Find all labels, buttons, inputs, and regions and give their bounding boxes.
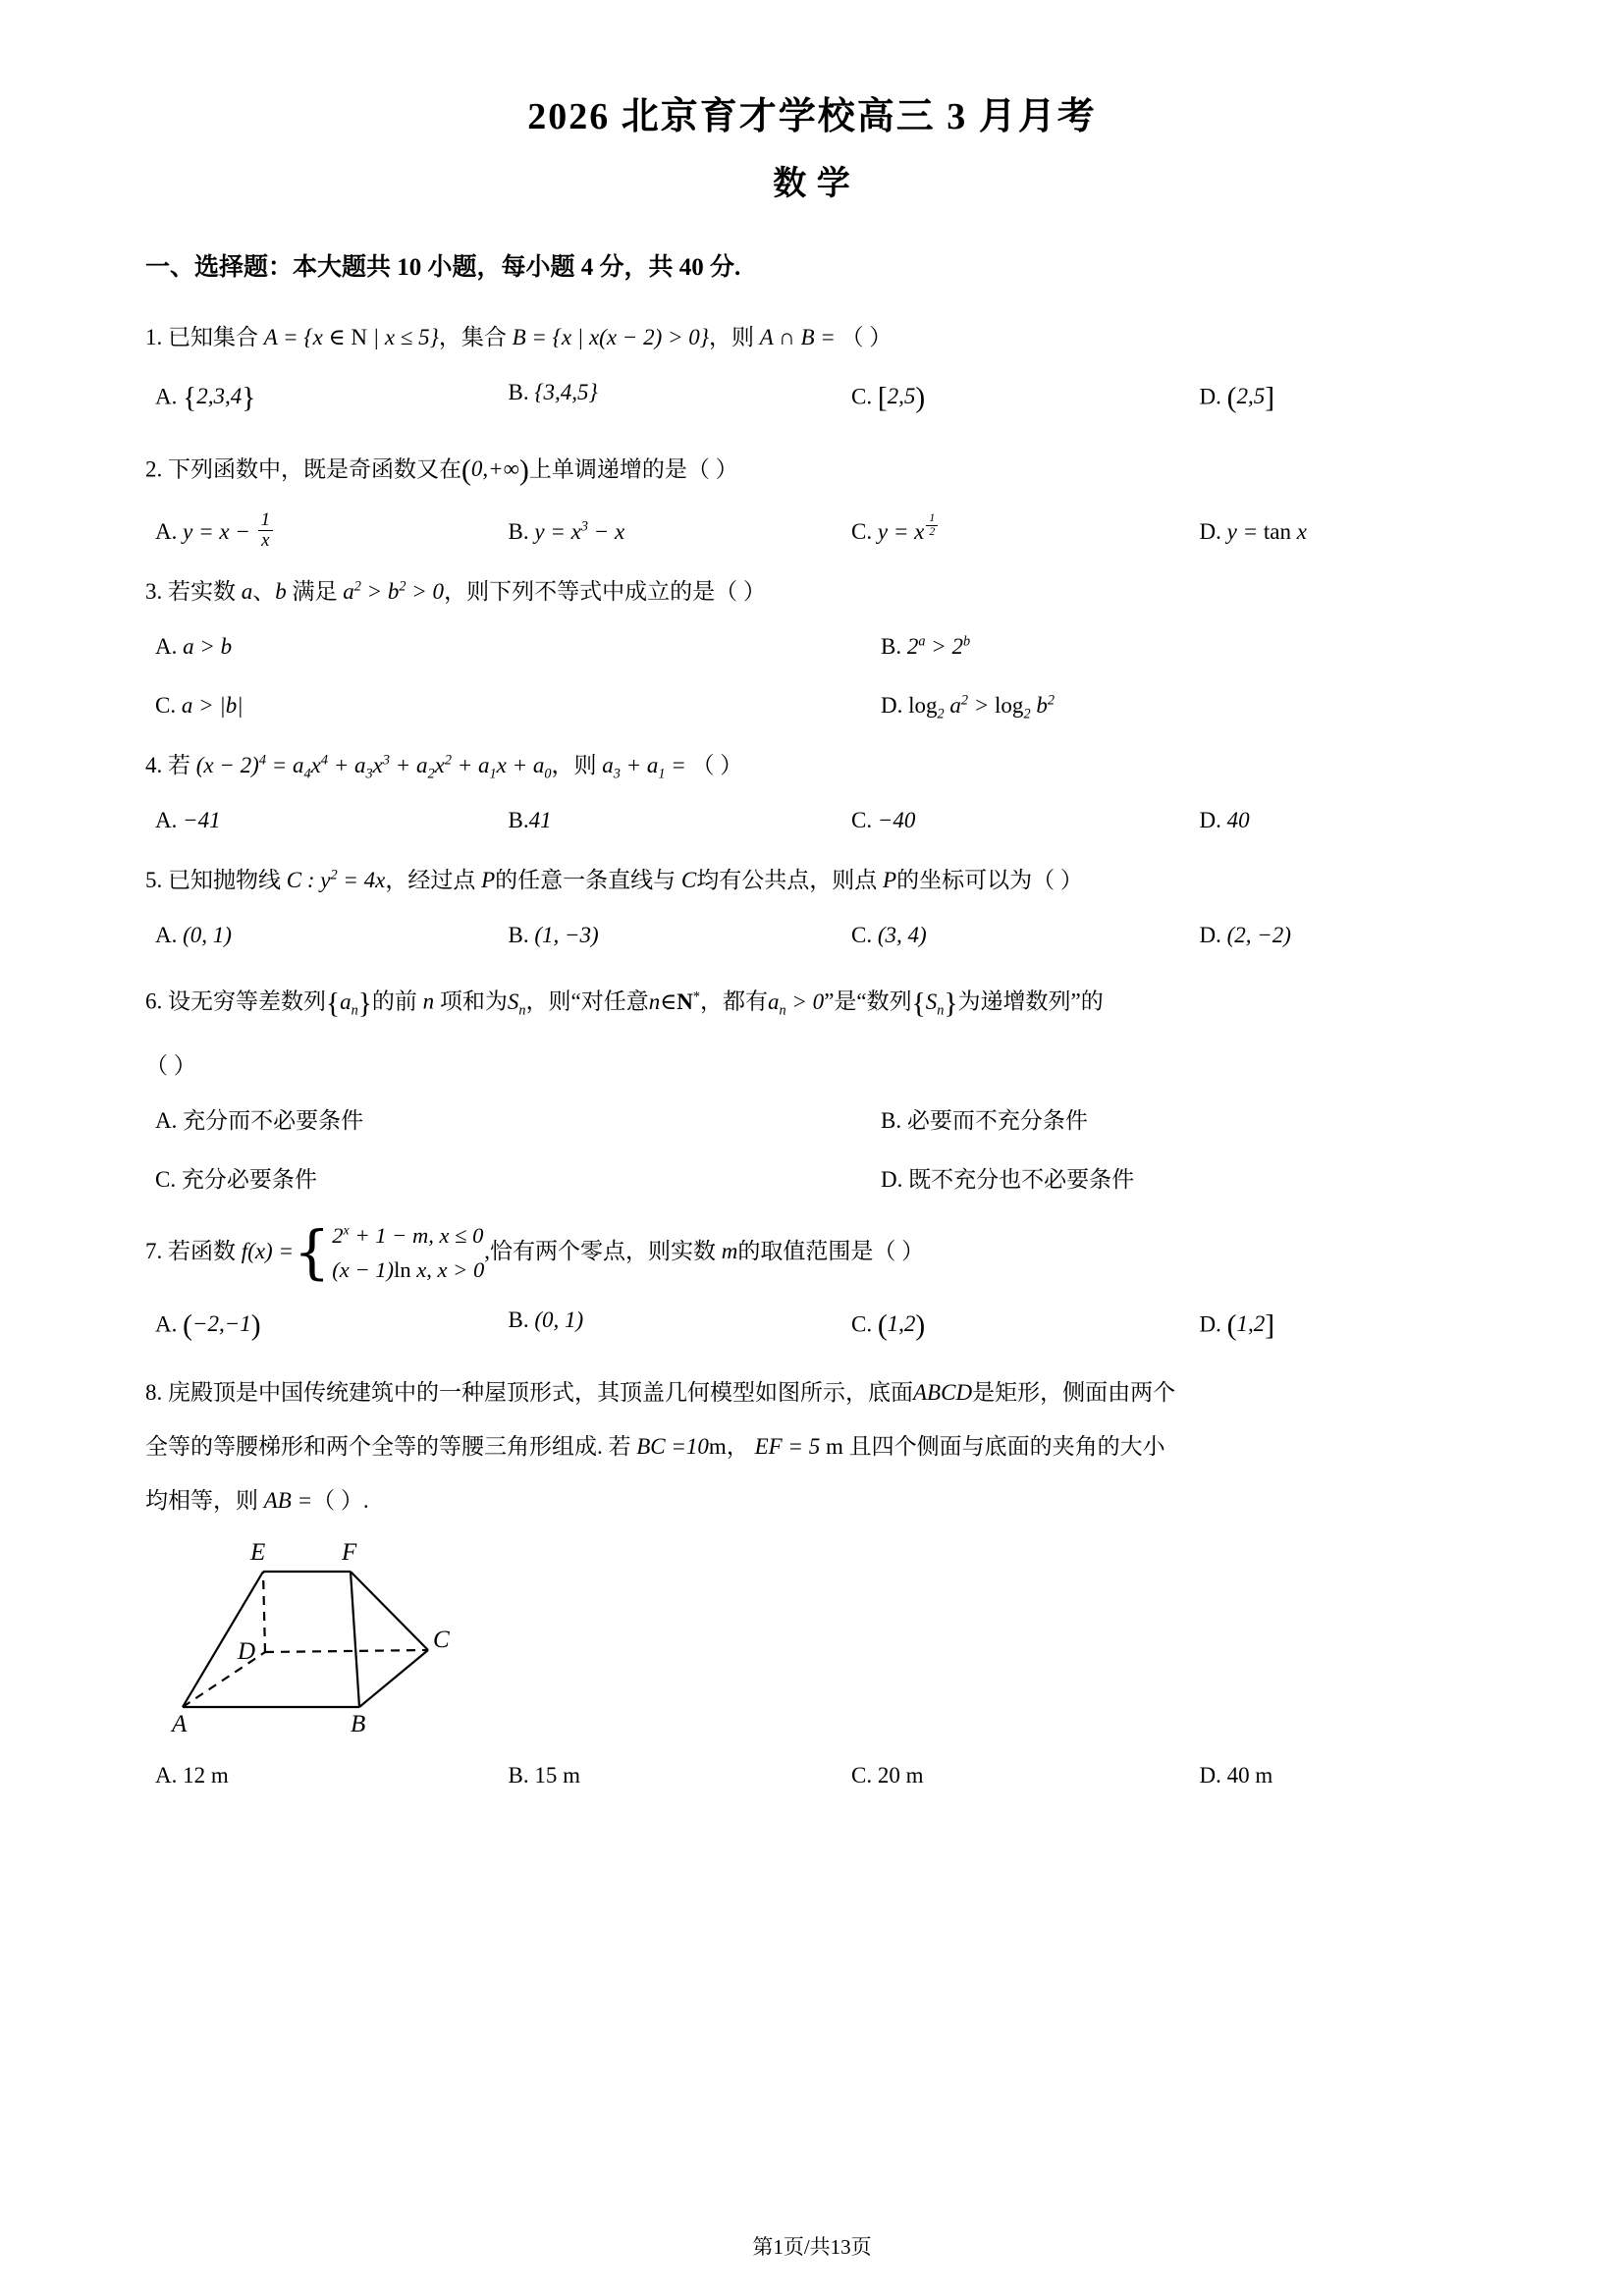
question-6-option-b[interactable] — [812, 1098, 1479, 1144]
question-6-line1-c: 项和为 — [439, 988, 508, 1014]
solid-edges — [183, 1572, 428, 1707]
question-2 — [145, 444, 1479, 555]
question-6-option-d[interactable] — [812, 1157, 1479, 1202]
question-2-stem — [145, 444, 1479, 500]
vertex-label-D: D — [238, 1638, 256, 1666]
question-3-option-c[interactable]: C. a > |b| — [155, 692, 244, 718]
option-label: C. — [851, 384, 873, 409]
question-6-options-row2 — [145, 1157, 1479, 1202]
option-label: A. — [155, 1311, 178, 1337]
question-4-option-d[interactable]: D. 40 — [1199, 808, 1250, 833]
question-6-options-row1 — [145, 1098, 1479, 1144]
question-1-expression: A ∩ B = — [759, 324, 836, 349]
question-8-number: 8. — [145, 1379, 163, 1405]
option-text: 40 m — [1226, 1763, 1273, 1789]
question-4-option-a[interactable]: A. −41 — [155, 808, 221, 833]
option-text: 必要而不充分条件 — [906, 1107, 1088, 1133]
option-label: D. — [881, 1166, 903, 1192]
option-label: B. — [508, 379, 529, 404]
question-1-options — [145, 370, 1479, 428]
question-2-number: 2. — [145, 455, 163, 481]
question-5-mid: ，经过点 — [385, 868, 476, 893]
question-8-length-bc: BC =10m — [636, 1433, 727, 1459]
question-7-lead: 若函数 — [168, 1238, 236, 1263]
question-7-options — [145, 1298, 1479, 1356]
question-4-expression: $a_3 + a_1$ = — [602, 752, 686, 782]
subject-title: 数 学 — [773, 165, 851, 202]
option-text: 20 m — [877, 1763, 924, 1789]
option-text: 充分必要条件 — [181, 1166, 317, 1192]
question-1-set-b: B = {x | x(x − 2) > 0} — [512, 324, 709, 349]
question-2-option-b[interactable]: B. $y = x^3 - x$ — [508, 518, 625, 544]
question-3-variables: a — [241, 578, 253, 604]
question-8-option-b[interactable] — [479, 1753, 813, 1798]
question-8-line3-b: （ ）. — [312, 1487, 369, 1513]
question-7 — [145, 1218, 1479, 1356]
question-6-line2: （ ） — [145, 1052, 196, 1078]
option-label: C. — [155, 1166, 177, 1192]
option-label: D. — [1199, 384, 1221, 409]
question-3-stem: 3. 若实数 a、b 满足 $a^2 > b^2 > 0$，则下列不等式中成立的是（ ） — [145, 578, 766, 604]
question-5-stem — [145, 859, 1479, 903]
question-1-lead: 已知集合 — [168, 324, 258, 349]
question-3-option-a[interactable]: A. a > b — [155, 633, 233, 659]
question-6-stem — [145, 974, 1479, 1035]
question-8-line2-a: 全等的等腰梯形和两个全等的等腰三角形组成. 若 — [145, 1433, 631, 1459]
question-3-option-b[interactable]: B. $2^a > 2^b$ — [881, 633, 971, 659]
question-1-option-c[interactable]: C. [2,5) — [851, 382, 926, 414]
question-1-mid-2: ，则 — [708, 324, 754, 349]
question-7-option-b[interactable]: B. (0, 1) — [508, 1308, 584, 1332]
question-4-option-b[interactable]: B.41 — [508, 808, 552, 833]
question-1 — [145, 316, 1479, 428]
option-label: A. — [155, 518, 178, 544]
option-label: C. — [851, 1311, 873, 1337]
question-6-line1-a: 设无穷等差数列 — [168, 988, 326, 1014]
option-label: B. — [508, 1308, 529, 1332]
question-7-var-m: m — [721, 1238, 738, 1263]
option-label: B. — [508, 923, 529, 948]
option-text: 12 m — [183, 1763, 229, 1789]
question-8-option-d[interactable] — [1146, 1753, 1480, 1798]
question-8-option-c[interactable] — [812, 1753, 1146, 1798]
question-6-sequence-a: $\{a_n\}$ — [326, 988, 372, 1020]
option-label: B. — [508, 518, 529, 544]
question-1-number: 1. — [145, 324, 163, 349]
question-4-option-c[interactable]: C. −40 — [851, 808, 916, 833]
vertex-label-C: C — [433, 1627, 450, 1654]
question-3-option-d[interactable]: D. $\log_2 a^2 > \log_2 b^2$ — [881, 692, 1055, 722]
question-1-set-a: A = {x ∈ N | x ≤ 5} — [263, 324, 439, 349]
question-7-number: 7. — [145, 1238, 163, 1263]
question-6-line1-f: ”是“数列 — [824, 988, 912, 1014]
option-label: A. — [155, 1763, 178, 1789]
question-6-number: 6. — [145, 988, 163, 1014]
option-text: 充分而不必要条件 — [183, 1107, 364, 1133]
question-2-tail: 上单调递增的是（ ） — [528, 455, 738, 481]
question-4-equation: $(x - 2)^4 = a_4x^4 + a_3x^3 + a_2x^2 + a_1x + a_0$ — [195, 752, 552, 782]
question-6-var-n: n — [422, 988, 435, 1014]
question-5-option-a[interactable]: A. (0, 1) — [155, 923, 232, 948]
page-title: 2026 北京育才学校高三 3 月月考 — [527, 96, 1097, 137]
question-3-options-row1 — [145, 624, 1479, 669]
question-8-line1 — [145, 1371, 1479, 1415]
question-5 — [145, 859, 1479, 958]
question-5-mid-3: 均有公共点，则点 — [696, 868, 878, 893]
question-4 — [145, 744, 1479, 843]
option-label: D. — [1199, 518, 1221, 544]
option-label: B. — [881, 1107, 902, 1133]
option-label: B. — [508, 808, 529, 833]
question-3-condition: $a^2 > b^2 > 0$ — [343, 578, 445, 604]
question-2-option-a[interactable]: A. y = x − $\frac{1}{x}$ — [145, 509, 479, 555]
question-5-mid-2: 的任意一条直线与 — [495, 868, 677, 893]
question-1-option-b[interactable]: B. {3,4,5} — [508, 379, 598, 404]
question-5-option-d[interactable]: D. (2, −2) — [1199, 923, 1291, 948]
question-2-options — [145, 509, 1479, 555]
question-5-number: 5. — [145, 868, 163, 893]
vertex-label-F: F — [342, 1539, 357, 1567]
question-7-option-d[interactable]: D. (1,2] — [1199, 1310, 1274, 1342]
option-label: B. — [508, 1763, 529, 1789]
option-label: D. — [881, 692, 903, 718]
page-footer: 第1页/共13页 — [752, 2235, 872, 2259]
option-label: B. — [881, 633, 902, 659]
section-heading-multiple-choice: 一、选择题：本大题共 10 小题，每小题 4 分，共 40 分. — [145, 254, 741, 282]
question-3 — [145, 570, 1479, 728]
question-6-condition-n: n∈N* — [648, 988, 701, 1014]
question-7-stem — [145, 1218, 1479, 1288]
option-label: C. — [155, 692, 177, 718]
option-label: A. — [155, 1107, 178, 1133]
option-text: 既不充分也不必要条件 — [908, 1166, 1135, 1192]
question-5-option-b[interactable]: B. (1, −3) — [508, 923, 599, 948]
option-label: A. — [155, 633, 178, 659]
hidden-edges — [183, 1572, 428, 1707]
vertex-label-B: B — [351, 1711, 366, 1738]
question-4-tail: （ ） — [691, 752, 743, 777]
hip-roof-solid-diagram — [155, 1532, 479, 1743]
option-label: C. — [851, 808, 873, 833]
question-2-option-d[interactable]: D. y = tan x — [1199, 518, 1307, 544]
question-6-line1-e: ，都有 — [700, 988, 769, 1014]
question-8-length-ef: EF = 5 m — [754, 1433, 843, 1459]
question-6-condition-a: $a_n > 0$ — [768, 988, 825, 1019]
option-text: 15 m — [534, 1763, 580, 1789]
question-6-sequence-s: $\{S_n\}$ — [911, 988, 958, 1020]
question-8-line3-a: 均相等，则 — [145, 1487, 258, 1513]
question-3-tail: ，则下列不等式中成立的是（ ） — [444, 578, 766, 604]
question-8-figure — [145, 1532, 1479, 1743]
option-label: C. — [851, 518, 873, 544]
question-5-tail: 的坐标可以为（ ） — [896, 868, 1083, 893]
question-8-line2-b: ， — [726, 1433, 749, 1459]
option-label: D. — [1199, 923, 1221, 948]
question-4-stem — [145, 744, 1479, 788]
question-7-option-c[interactable]: C. (1,2) — [851, 1310, 926, 1342]
question-8-base-abcd: ABCD — [913, 1379, 973, 1405]
question-5-point-p: P — [481, 868, 496, 893]
question-7-tail: ,恰有两个零点，则实数 — [484, 1238, 717, 1263]
question-8-line1-a: 庑殿顶是中国传统建筑中的一种屋顶形式，其顶盖几何模型如图所示，底面 — [168, 1379, 913, 1405]
question-6-sum-sn: $S_n$ — [507, 988, 526, 1019]
question-6-line1-g: 为递增数列”的 — [957, 988, 1104, 1014]
question-5-option-c[interactable]: C. (3, 4) — [851, 923, 927, 948]
option-label: A. — [155, 808, 178, 833]
option-label: C. — [851, 1763, 873, 1789]
question-8-line2 — [145, 1425, 1479, 1469]
question-7-tail-2: 的取值范围是（ ） — [737, 1238, 925, 1263]
question-5-curve: C : $y^2 = 4x$ — [286, 867, 386, 893]
option-label: A. — [155, 923, 178, 948]
vertex-label-E: E — [250, 1539, 266, 1567]
question-5-point-p2: P — [883, 868, 897, 893]
question-6-line1-d: ，则“对任意 — [525, 988, 649, 1014]
option-label: C. — [851, 923, 873, 948]
question-8-length-ab: AB = — [263, 1487, 313, 1513]
option-label: D. — [1199, 1763, 1221, 1789]
question-7-function-name: f(x) = — [241, 1238, 294, 1263]
question-1-option-a[interactable]: A. {2,3,4} — [155, 382, 256, 414]
option-label: A. — [155, 384, 178, 409]
question-8-option-a[interactable] — [145, 1753, 479, 1798]
option-label: D. — [1199, 1311, 1221, 1337]
question-8-options — [145, 1753, 1479, 1798]
question-3-lead: 若实数 — [168, 578, 236, 604]
question-5-options — [145, 913, 1479, 958]
question-3-number: 3. — [145, 578, 163, 604]
vertex-label-A: A — [172, 1711, 188, 1738]
question-1-stem — [145, 316, 1479, 360]
question-1-mid-1: ，集合 — [438, 324, 507, 349]
question-4-mid: ，则 — [551, 752, 597, 777]
question-8-line3 — [145, 1479, 1479, 1523]
question-7-piecewise: { $2^x + 1 - m$, x ≤ 0 (x − 1)ln x, x > 0 — [293, 1219, 485, 1287]
question-2-option-c[interactable]: C. y = x $^{\frac{1}{2}}$ — [812, 509, 1146, 555]
question-3-options-row2 — [145, 683, 1479, 728]
question-4-number: 4. — [145, 752, 163, 777]
question-4-lead: 若 — [168, 752, 190, 777]
question-8-line1-b: 是矩形，侧面由两个 — [972, 1379, 1176, 1405]
question-8 — [145, 1371, 1479, 1799]
question-3-mid: 满足 — [292, 578, 338, 604]
question-1-option-d[interactable]: D. (2,5] — [1199, 382, 1274, 414]
question-6-line1-b: 的前 — [371, 988, 417, 1014]
question-6-option-c[interactable] — [145, 1157, 812, 1202]
question-6-option-a[interactable] — [145, 1098, 812, 1144]
question-7-option-a[interactable]: A. (−2,−1) — [155, 1310, 261, 1342]
question-2-interval: (0,+∞) — [461, 454, 529, 487]
question-8-line2-c: 且四个侧面与底面的夹角的大小 — [848, 1433, 1165, 1459]
option-label: D. — [1199, 808, 1221, 833]
question-5-curve-c: C — [680, 868, 697, 893]
question-4-options — [145, 798, 1479, 843]
question-5-lead: 已知抛物线 — [168, 868, 281, 893]
question-6 — [145, 974, 1479, 1202]
question-2-lead: 下列函数中，既是奇函数又在 — [168, 455, 461, 481]
question-1-tail: （ ） — [840, 324, 893, 349]
